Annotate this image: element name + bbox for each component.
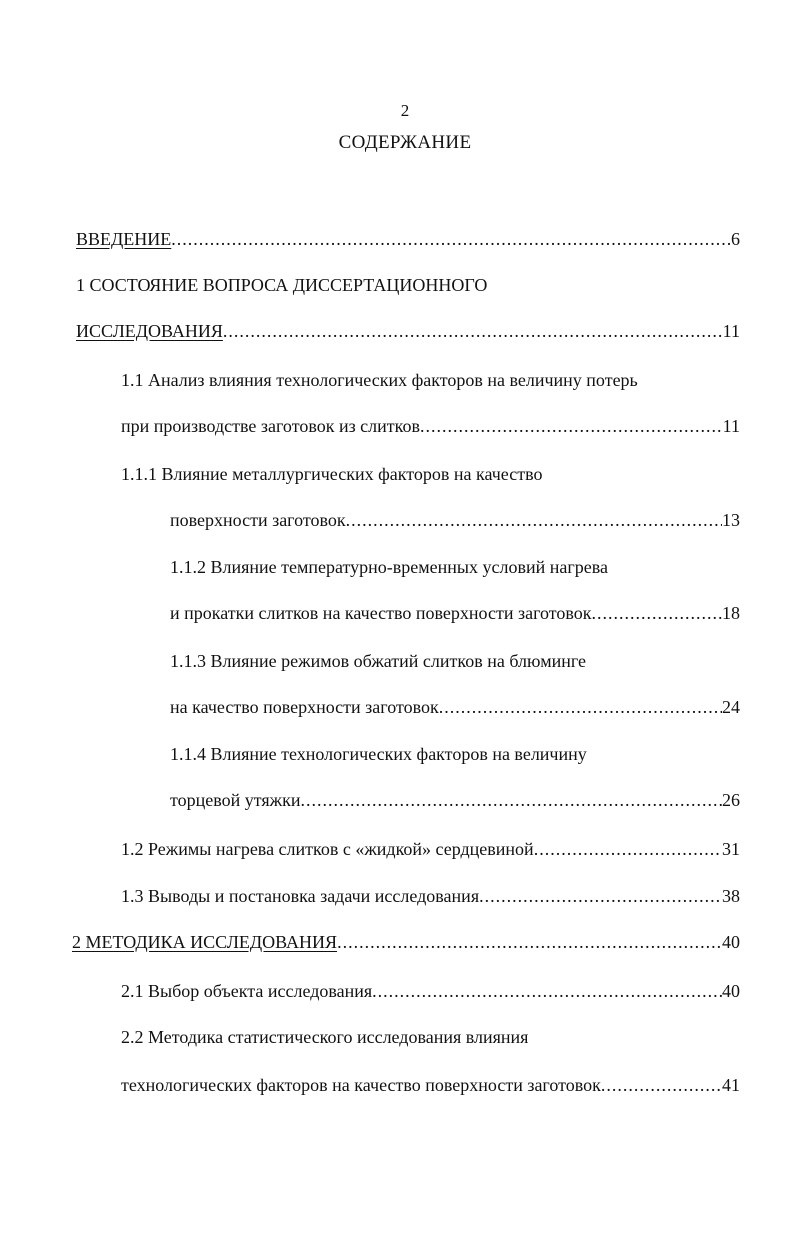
- dot-leader: [479, 883, 722, 909]
- toc-page-number: 41: [722, 1075, 740, 1095]
- toc-entry-ch1[interactable]: [76, 318, 740, 344]
- toc-entry-1-1-3[interactable]: [170, 694, 740, 720]
- toc-entry-text: технологических факторов на качество поверхности заготовок: [121, 1075, 601, 1095]
- toc-entry-text: и прокатки слитков на качество поверхности заготовок: [170, 603, 592, 623]
- page-title: СОДЕРЖАНИЕ: [338, 132, 472, 153]
- dot-leader: [223, 318, 723, 344]
- dot-leader: [439, 694, 722, 720]
- toc-entry-text: поверхности заготовок: [170, 510, 346, 530]
- toc-page-number: 40: [722, 981, 740, 1001]
- toc-entry-1-2[interactable]: [121, 836, 740, 862]
- toc-entry-text: на качество поверхности заготовок: [170, 697, 439, 717]
- toc-entry-1-1[interactable]: [121, 413, 740, 439]
- toc-entry-1-1-3-line1[interactable]: 1.1.3 Влияние режимов обжатий слитков на блюминге: [170, 651, 587, 671]
- toc-entry-ch2[interactable]: [72, 929, 740, 955]
- toc-entry-text: торцевой утяжки: [170, 790, 301, 810]
- toc-entry-text: 1.3 Выводы и постановка задачи исследования: [121, 886, 480, 906]
- toc-entry-1-3[interactable]: [121, 883, 740, 909]
- toc-page-number: 38: [722, 886, 740, 906]
- toc-entry-1-1-2[interactable]: [170, 600, 740, 626]
- page-number: 2: [400, 101, 410, 120]
- toc-entry-text: 2 МЕТОДИКА ИССЛЕДОВАНИЯ: [72, 932, 338, 952]
- toc-entry-1-1-line1[interactable]: 1.1 Анализ влияния технологических факторов на величину потерь: [121, 370, 638, 390]
- toc-page-number: 26: [722, 790, 740, 810]
- dot-leader: [534, 836, 722, 862]
- toc-entry-1-1-4[interactable]: [170, 787, 740, 813]
- toc-page-number: 13: [722, 510, 740, 530]
- toc-page-number: 11: [722, 321, 740, 341]
- toc-entry-2-2-line1[interactable]: 2.2 Методика статистического исследования влияния: [121, 1027, 529, 1047]
- toc-entry-1-1-4-line1[interactable]: 1.1.4 Влияние технологических факторов на величину: [170, 744, 587, 764]
- toc-entry-text: при производстве заготовок из слитков: [121, 416, 420, 436]
- toc-page-number: 18: [722, 603, 740, 623]
- toc-entry-1-1-2-line1[interactable]: 1.1.2 Влияние температурно-временных условий нагрева: [170, 557, 609, 577]
- toc-entry-2-2[interactable]: [121, 1072, 740, 1098]
- toc-entry-intro[interactable]: [76, 226, 740, 252]
- dot-leader: [300, 787, 722, 813]
- toc-entry-1-1-1[interactable]: [170, 507, 740, 533]
- dot-leader: [592, 600, 722, 626]
- toc-entry-ch1-line1[interactable]: 1 СОСТОЯНИЕ ВОПРОСА ДИССЕРТАЦИОННОГО: [76, 275, 488, 295]
- toc-entry-2-1[interactable]: [121, 978, 740, 1004]
- toc-entry-text: 2.1 Выбор объекта исследования: [121, 981, 373, 1001]
- toc-page-number: 31: [722, 839, 740, 859]
- toc-page-number: 40: [722, 932, 740, 952]
- toc-entry-1-1-1-line1[interactable]: 1.1.1 Влияние металлургических факторов на качество: [121, 464, 543, 484]
- dot-leader: [420, 413, 723, 439]
- dot-leader: [346, 507, 722, 533]
- toc-page-number: 6: [731, 229, 740, 249]
- toc-page-number: 11: [722, 416, 740, 436]
- dot-leader: [337, 929, 722, 955]
- toc-entry-text: 1.2 Режимы нагрева слитков с «жидкой» сердцевиной: [121, 839, 534, 859]
- dot-leader: [601, 1072, 722, 1098]
- toc-entry-text: ИССЛЕДОВАНИЯ: [76, 321, 223, 341]
- dot-leader: [372, 978, 722, 1004]
- dot-leader: [171, 226, 731, 252]
- toc-entry-text: ВВЕДЕНИЕ: [76, 229, 172, 249]
- toc-page-number: 24: [722, 697, 740, 717]
